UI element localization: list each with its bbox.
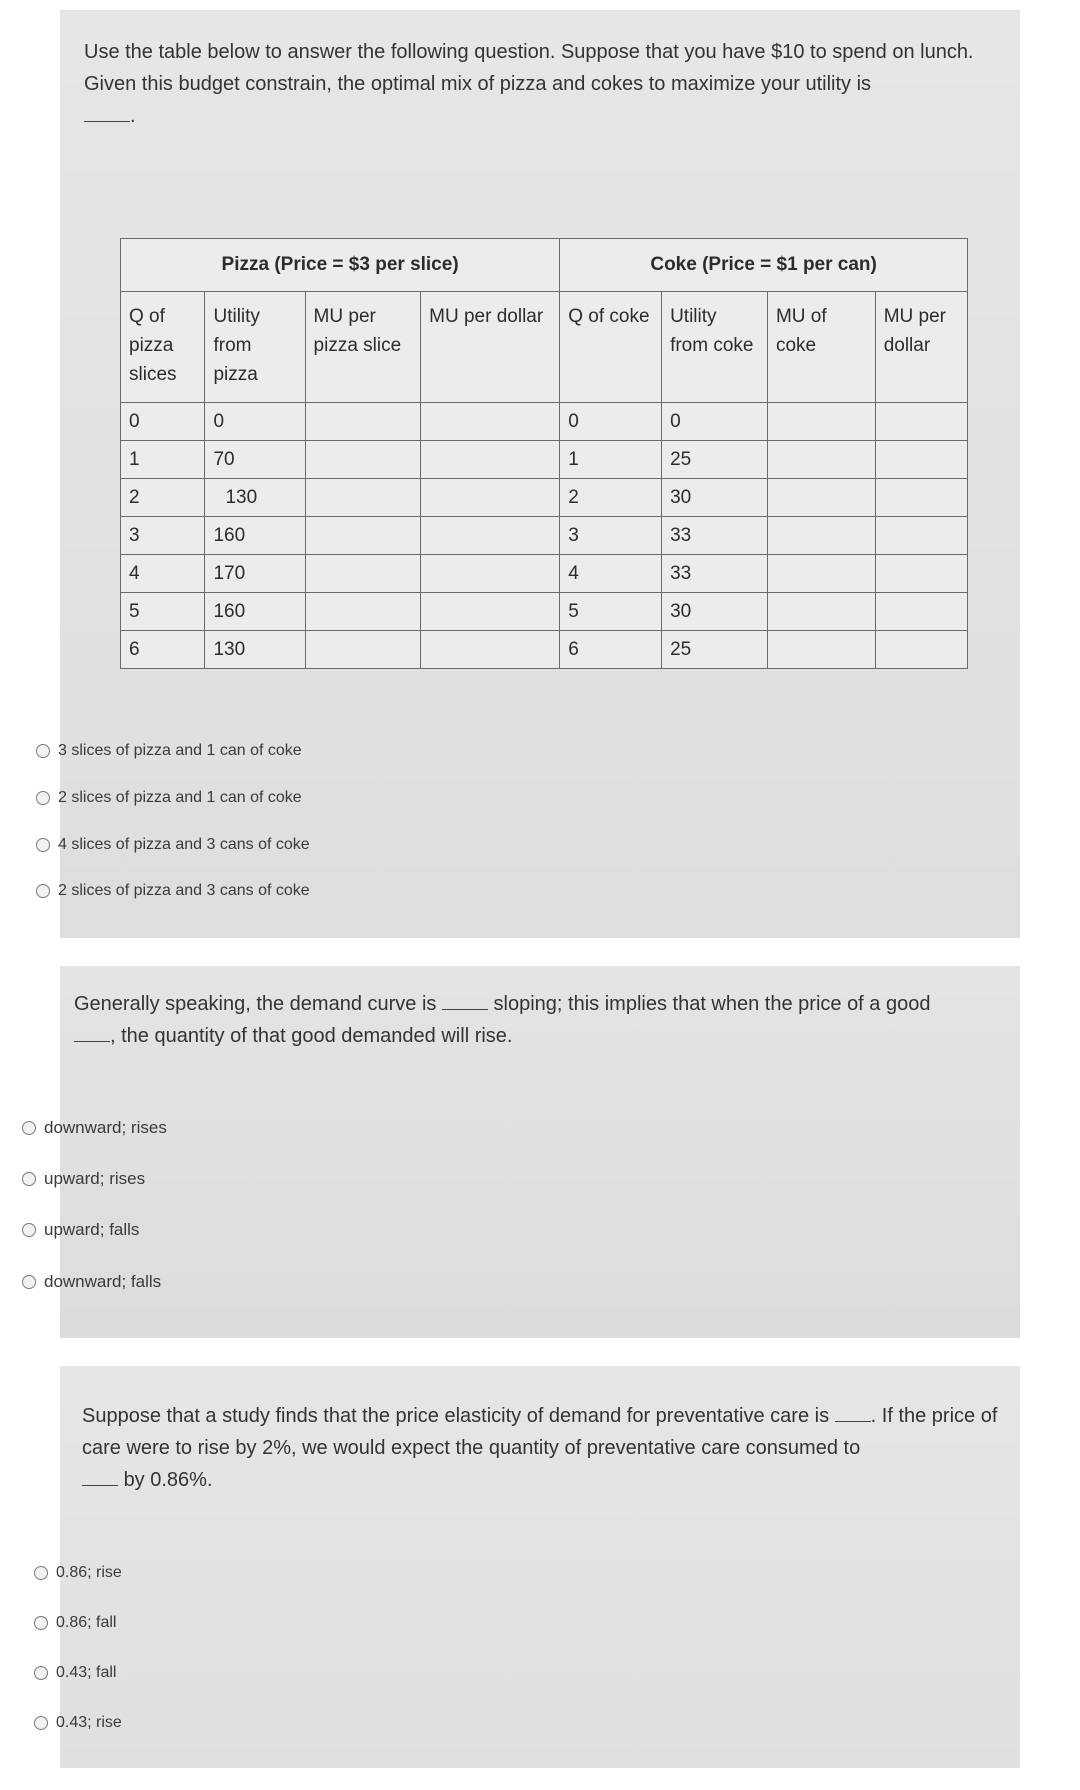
table-cell (875, 593, 967, 631)
table-cell (421, 593, 560, 631)
q2-option-1[interactable]: downward; rises (22, 1118, 167, 1138)
table-cell: 0 (662, 403, 768, 441)
coke-header: Coke (Price = $1 per can) (560, 239, 968, 292)
table-cell: 0 (121, 403, 205, 441)
table-row (121, 555, 968, 593)
answer-blank (835, 1403, 871, 1422)
table-cell (875, 403, 967, 441)
table-cell: 1 (560, 441, 662, 479)
answer-blank (442, 991, 488, 1010)
table-cell: 25 (662, 441, 768, 479)
table-cell (875, 517, 967, 555)
column-header: MU per pizza slice (305, 292, 421, 403)
table-cell: 130 (205, 479, 305, 517)
table-cell (305, 555, 421, 593)
table-cell: 33 (662, 517, 768, 555)
q3-option-1[interactable]: 0.86; rise (34, 1564, 122, 1582)
table-cell: 130 (205, 631, 305, 669)
question-3-panel (60, 1366, 1020, 1768)
table-cell (305, 517, 421, 555)
table-cell (767, 517, 875, 555)
answer-blank (82, 1467, 118, 1486)
column-header: Q of coke (560, 292, 662, 403)
table-cell: 0 (205, 403, 305, 441)
table-cell (305, 479, 421, 517)
column-header: Utility from pizza (205, 292, 305, 403)
table-cell: 3 (121, 517, 205, 555)
table-cell: 30 (662, 479, 768, 517)
table-row (121, 479, 968, 517)
table-cell (421, 403, 560, 441)
radio-icon[interactable] (22, 1172, 36, 1186)
utility-table (120, 238, 968, 669)
radio-icon[interactable] (34, 1616, 48, 1630)
q3-option-2[interactable]: 0.86; fall (34, 1614, 116, 1632)
table-cell (767, 555, 875, 593)
table-cell: 2 (121, 479, 205, 517)
table-cell (875, 441, 967, 479)
radio-icon[interactable] (34, 1666, 48, 1680)
column-header: Q of pizza slices (121, 292, 205, 403)
table-cell (421, 631, 560, 669)
table-cell (305, 403, 421, 441)
table-cell: 30 (662, 593, 768, 631)
question-2-text: Generally speaking, the demand curve is sloping; this implies that when the price of a good , the quantity of that good demanded will rise. (74, 993, 931, 1047)
column-header: Utility from coke (662, 292, 768, 403)
question-3-text: Suppose that a study finds that the price elasticity of demand for preventative care is . If the price of care were to rise by 2%, we would expect the quantity of preventative care consumed to by 0.86%. (82, 1405, 998, 1491)
table-cell (875, 555, 967, 593)
table-cell (767, 441, 875, 479)
table-cell (421, 517, 560, 555)
table-cell: 3 (560, 517, 662, 555)
table-cell (421, 441, 560, 479)
q3-option-3[interactable]: 0.43; fall (34, 1664, 116, 1682)
table-cell: 33 (662, 555, 768, 593)
radio-icon[interactable] (22, 1121, 36, 1135)
table-cell: 6 (121, 631, 205, 669)
question-1-text: Use the table below to answer the following question. Suppose that you have $10 to spend on lunch. Given this budget constrain, the optimal mix of pizza and cokes to maximize your utility is . (84, 41, 974, 127)
table-cell: 6 (560, 631, 662, 669)
column-header: MU per dollar (421, 292, 560, 403)
table-row (121, 631, 968, 669)
table-cell (767, 403, 875, 441)
q2-option-4[interactable]: downward; falls (22, 1272, 161, 1292)
question-2-panel (60, 966, 1020, 1338)
table-cell: 160 (205, 593, 305, 631)
radio-icon[interactable] (22, 1223, 36, 1237)
table-cell (875, 479, 967, 517)
table-cell (421, 555, 560, 593)
table-cell: 4 (121, 555, 205, 593)
table-row (121, 441, 968, 479)
q3-option-4[interactable]: 0.43; rise (34, 1714, 122, 1732)
radio-icon[interactable] (34, 1716, 48, 1730)
radio-icon[interactable] (36, 884, 50, 898)
table-cell: 170 (205, 555, 305, 593)
table-cell (875, 631, 967, 669)
table-cell: 70 (205, 441, 305, 479)
table-cell (305, 593, 421, 631)
table-row (121, 403, 968, 441)
table-cell: 160 (205, 517, 305, 555)
q1-option-4[interactable]: 2 slices of pizza and 3 cans of coke (36, 882, 310, 900)
table-cell (305, 631, 421, 669)
table-cell: 0 (560, 403, 662, 441)
table-cell: 2 (560, 479, 662, 517)
table-cell: 25 (662, 631, 768, 669)
table-cell (767, 479, 875, 517)
radio-icon[interactable] (36, 791, 50, 805)
q2-option-2[interactable]: upward; rises (22, 1169, 145, 1189)
answer-blank (74, 1023, 110, 1042)
radio-icon[interactable] (34, 1566, 48, 1580)
table-row (121, 517, 968, 555)
radio-icon[interactable] (22, 1275, 36, 1289)
table-cell: 4 (560, 555, 662, 593)
q1-option-1[interactable]: 3 slices of pizza and 1 can of coke (36, 742, 302, 760)
column-header: MU of coke (767, 292, 875, 403)
answer-blank (84, 103, 130, 122)
radio-icon[interactable] (36, 838, 50, 852)
radio-icon[interactable] (36, 744, 50, 758)
column-header: MU per dollar (875, 292, 967, 403)
q1-option-3[interactable]: 4 slices of pizza and 3 cans of coke (36, 836, 310, 854)
q1-option-2[interactable]: 2 slices of pizza and 1 can of coke (36, 789, 302, 807)
table-cell (767, 593, 875, 631)
table-cell: 5 (121, 593, 205, 631)
pizza-header: Pizza (Price = $3 per slice) (121, 239, 560, 292)
table-cell: 1 (121, 441, 205, 479)
table-row (121, 593, 968, 631)
q2-option-3[interactable]: upward; falls (22, 1220, 139, 1240)
table-cell (305, 441, 421, 479)
table-cell: 5 (560, 593, 662, 631)
table-cell (421, 479, 560, 517)
table-cell (767, 631, 875, 669)
